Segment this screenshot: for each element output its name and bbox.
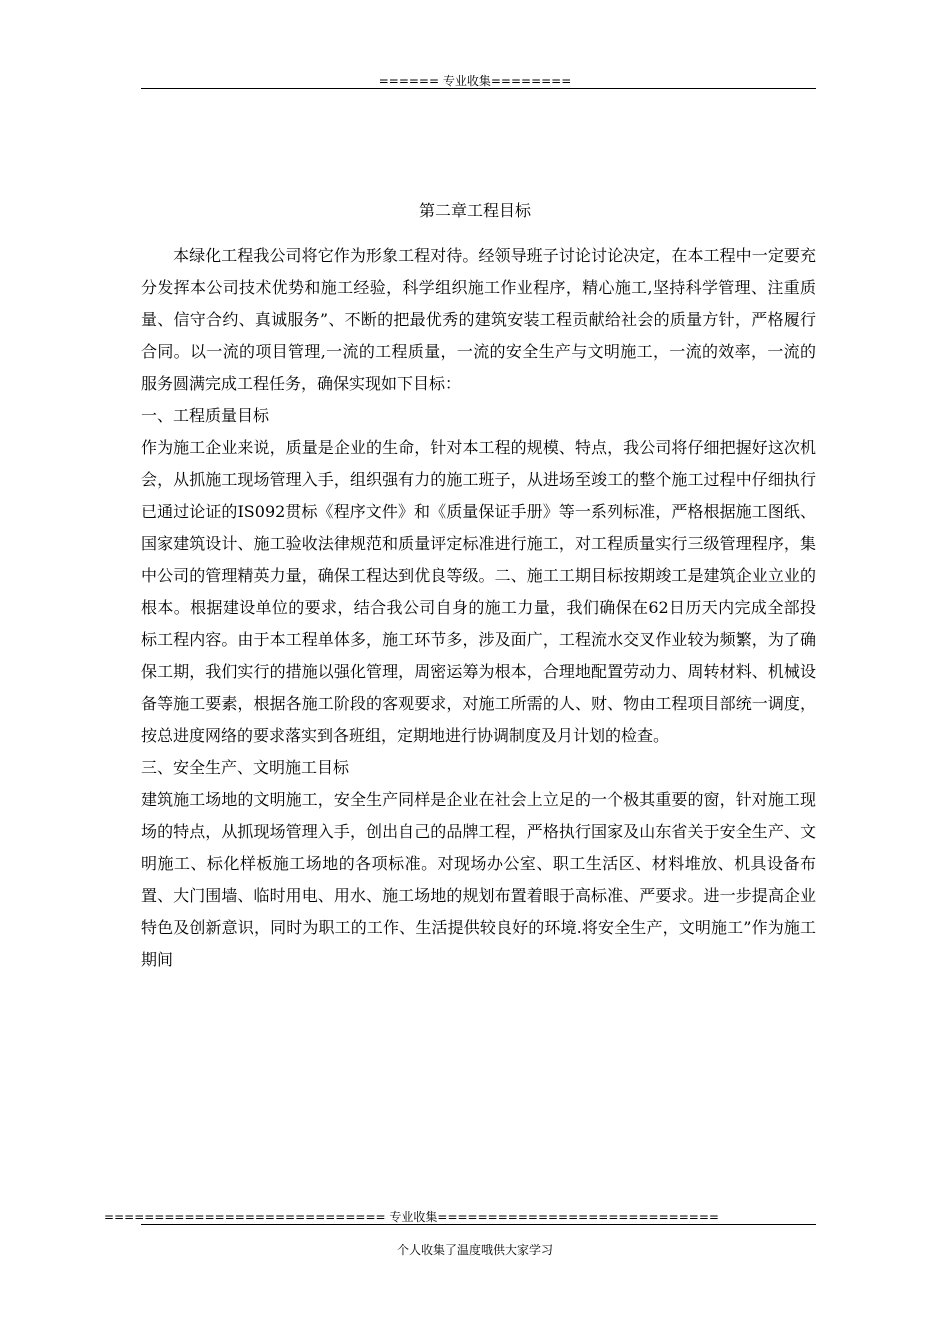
page-footer-text: ============================ 专业收集============================ — [104, 1210, 719, 1224]
header-divider — [141, 88, 816, 89]
safety-paragraph: 建筑施工场地的文明施工，安全生产同样是企业在社会上立足的一个极其重要的窗，针对施工现场的特点，从抓现场管理入手，创出自己的品牌工程，严格执行国家及山东省关于安全生产、文明施工、标化样板施工场地的各项标准。对现场办公室、职工生活区、材料堆放、机具设备布置、大门围墙、临时用电、用水、施工场地的规划布置着眼于高标准、严要求。进一步提高企业特色及创新意识，同时为职工的工作、生活提供较良好的环境.将安全生产，文明施工”作为施工期间 — [141, 790, 816, 969]
footer-note: 个人收集了温度哦供大家学习 — [396, 1243, 553, 1257]
quality-schedule-paragraph: 作为施工企业来说，质量是企业的生命，针对本工程的规模、特点，我公司将仔细把握好这次机会，从抓施工现场管理入手，组织强有力的施工班子，从进场至竣工的整个施工过程中仔细执行已通过论证的IS092贯标《程序文件》和《质量保证手册》等一系列标准，严格根据施工图纸、国家建筑设计、施工验收法律规范和质量评定标准进行施工，对工程质量实行三级管理程序，集中公司的管理精英力量，确保工程达到优良等级。二、施工工期目标按期竣工是建筑企业立业的根本。根据建设单位的要求，结合我公司自身的施工力量，我们确保在62日历天内完成全部投标工程内容。由于本工程单体多，施工环节多，涉及面广，工程流水交叉作业较为频繁，为了确保工期，我们实行的措施以强化管理，周密运筹为根本，合理地配置劳动力、周转材料、机械设备等施工要素，根据各施工阶段的客观要求，对施工所需的人、财、物由工程项目部统一调度，按总进度网络的要求落实到各班组，定期地进行协调制度及月计划的检查。 — [141, 438, 816, 745]
page-header-text: ====== 专业收集======== — [378, 74, 572, 88]
intro-paragraph: 本绿化工程我公司将它作为形象工程对待。经领导班子讨论讨论决定，在本工程中一定要充分发挥本公司技术优势和施工经验，科学组织施工作业程序，精心施工,坚持科学管理、注重质量、信守合约、真诚服务”、不断的把最优秀的建筑安装工程贡献给社会的质量方针，严格履行合同。以一流的项目管理,一流的工程质量，一流的安全生产与文明施工，一流的效率，一流的服务圆满完成工程任务，确保实现如下目标： — [141, 246, 816, 393]
document-body — [141, 240, 816, 976]
footer-divider — [141, 1224, 816, 1225]
section-heading-safety: 三、安全生产、文明施工目标 — [141, 758, 350, 777]
section-heading-quality: 一、工程质量目标 — [141, 406, 270, 425]
chapter-title: 第二章工程目标 — [418, 201, 531, 220]
